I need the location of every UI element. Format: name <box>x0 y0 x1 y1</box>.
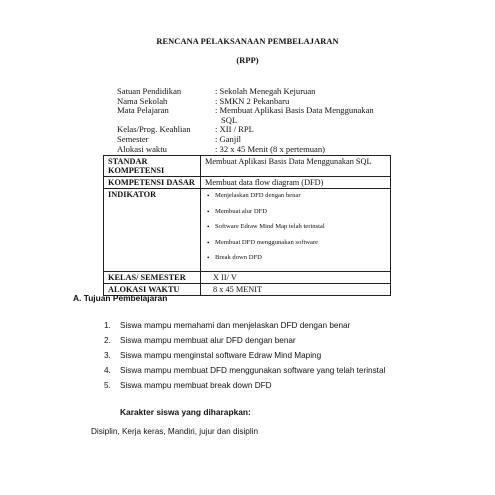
info-row <box>117 125 385 135</box>
info-value: : Ganjil <box>215 133 242 144</box>
alokasi-value: 8 x 45 MENIT <box>201 283 391 295</box>
info-key: Kelas/Prog. Keahlian <box>117 124 191 135</box>
list-item: • Software Edraw Mind Map telah terinstal <box>207 222 386 238</box>
indikator-list <box>205 190 386 270</box>
info-value: : SMKN 2 Pekanbaru <box>215 95 290 106</box>
karakter-text: Disiplin, Kerja keras, Mandiri, jujur dan disiplin <box>91 427 259 436</box>
indikator-cell <box>201 189 391 272</box>
goal-text: Siswa mampu menginstal software Edraw Mind Maping <box>120 351 322 360</box>
info-key: Semester <box>117 133 149 144</box>
list-item: • Break down DFD <box>207 253 386 269</box>
goal-number: 2. <box>104 336 111 345</box>
info-key: Satuan Pendidikan <box>117 86 182 96</box>
kompetensi-value: Membuat data flow diagram (DFD) <box>201 177 391 189</box>
goals-list <box>104 320 385 395</box>
info-value: : Membuat Aplikasi Basis Data Menggunakan <box>215 105 374 116</box>
goal-text: Siswa mampu membuat alur DFD dengan benar <box>120 336 296 345</box>
list-item <box>104 380 385 395</box>
info-row <box>117 145 385 155</box>
info-key: Nama Sekolah <box>117 95 168 106</box>
info-value: : 32 x 45 Menit (8 x pertemuan) <box>215 143 326 154</box>
document-subtitle: (RPP) <box>236 56 259 65</box>
info-row <box>117 106 385 116</box>
info-key: Mata Pelajaran <box>117 105 169 116</box>
document-title: RENCANA PELAKSANAAN PEMBELAJARAN <box>156 37 339 46</box>
karakter-heading: Karakter siswa yang diharapkan: <box>120 407 251 417</box>
identity-block <box>117 87 385 154</box>
info-value: : Sekolah Menegah Kejuruan <box>215 86 316 96</box>
goal-number: 5. <box>104 381 111 390</box>
standar-value: Membuat Aplikasi Basis Data Menggunakan SQL <box>201 156 391 177</box>
list-item <box>104 320 385 335</box>
kelas-label: KELAS/ SEMESTER <box>104 271 201 283</box>
info-value: : XII / RPL <box>215 124 254 135</box>
list-item <box>104 335 385 350</box>
table-row <box>104 271 391 283</box>
list-item: • Membuat alur DFD <box>207 207 386 223</box>
table-row <box>104 156 391 177</box>
goal-text: Siswa mampu membuat break down DFD <box>120 381 272 390</box>
kelas-value: X II/ V <box>201 271 391 283</box>
list-item <box>104 365 385 380</box>
standar-label: STANDAR KOMPETENSI <box>104 156 201 177</box>
info-value: SQL <box>221 114 238 125</box>
goal-number: 1. <box>104 321 111 330</box>
kompetensi-label: KOMPETENSI DASAR <box>104 177 201 189</box>
alokasi-label: ALOKASI WAKTU <box>104 283 201 295</box>
list-item: • Menjelaskan DFD dengan benar <box>207 191 386 207</box>
goal-number: 3. <box>104 351 111 360</box>
list-item <box>104 350 385 365</box>
goal-text: Siswa mampu membuat DFD menggunakan software yang telah terinstal <box>120 366 386 375</box>
table-row <box>104 189 391 272</box>
indikator-label: INDIKATOR <box>104 189 201 272</box>
competency-table <box>103 155 391 296</box>
goal-number: 4. <box>104 366 111 375</box>
goal-text: Siswa mampu memahami dan menjelaskan DFD dengan benar <box>120 321 351 330</box>
info-key: Alokasi waktu <box>117 143 167 154</box>
table-row <box>104 177 391 189</box>
list-item: • Membuat DFD menggunakan software <box>207 238 386 254</box>
section-heading: A. Tujuan Pembelajaran <box>73 293 168 303</box>
